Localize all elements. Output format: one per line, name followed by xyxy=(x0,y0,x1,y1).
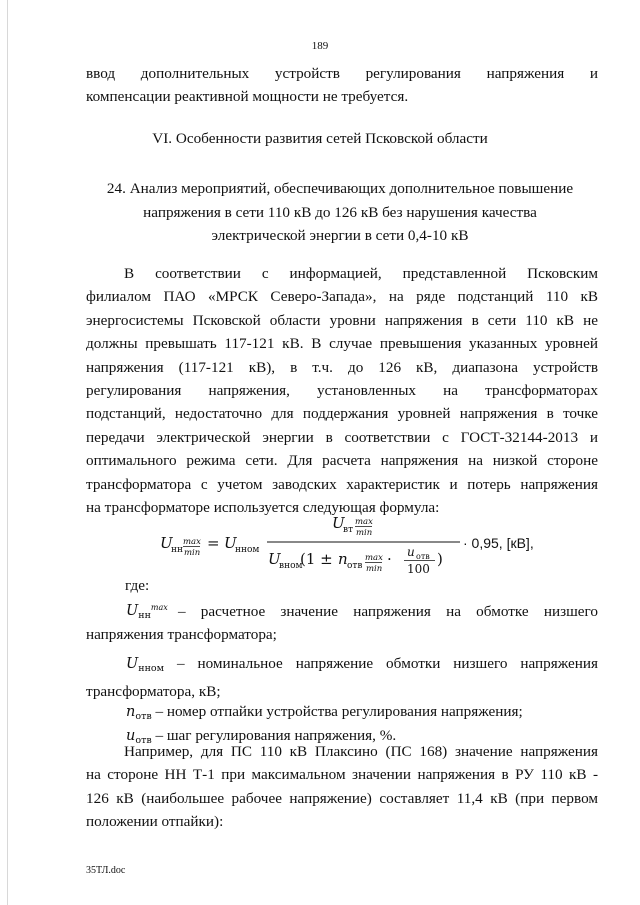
heading-line: 24. Анализ мероприятий, обеспечивающих дополнительное повышение xyxy=(106,180,574,197)
formula-lhs-min: min xyxy=(184,548,201,558)
definition-text: – номинальное напряжение обмотки низшего напряжения xyxy=(176,655,599,672)
heading-line: электрической энергии в сети 0,4-10 кВ xyxy=(211,227,469,244)
text-line: ввод дополнительных устройств регулирования напряжения и xyxy=(86,65,598,82)
definition-text: – номер отпайки устройства регулирования напряжения; xyxy=(155,703,523,720)
page-number: 189 xyxy=(311,40,329,52)
definition-text: – расчетное значение напряжения на обмотке низшего xyxy=(178,603,598,620)
text-line: на трансформаторе используется следующая формула: xyxy=(86,499,440,517)
section-title: VI. Особенности развития сетей Псковской области xyxy=(152,130,488,147)
text-line: компенсации реактивной мощности не требуется. xyxy=(86,88,409,106)
formula-unom-sub: нном xyxy=(235,545,260,555)
definition-uhh xyxy=(86,600,598,647)
text-line: филиалом ПАО «МРСК Северо-Запада», на ряде подстанций 110 кВ xyxy=(86,288,598,306)
definition-text: – шаг регулирования напряжения, %. xyxy=(155,727,397,744)
text-line: напряжения (117-121 кВ), в т.ч. до 126 кВ, диапазона устройств xyxy=(86,358,598,376)
subsection-heading xyxy=(60,177,620,248)
definition-line: трансформатора, кВ; xyxy=(86,683,221,701)
text-line: 126 кВ (наибольшее рабочее напряжение) составляет 11,4 кВ (при первом xyxy=(86,789,598,807)
formula-n-symbol: n xyxy=(338,550,348,568)
formula-n-sub: отв xyxy=(347,561,363,571)
formula-uotv-sub: отв xyxy=(416,552,430,561)
formula-den-sub: вном xyxy=(279,561,303,571)
example-paragraph xyxy=(86,740,598,834)
voltage-formula xyxy=(160,512,600,576)
formula-hundred: 100 xyxy=(407,562,430,576)
text-line: должны превышать 117-121 кВ. В случае превышения указанных уровней xyxy=(86,335,598,353)
footer-filename: 35ТЛ.doc xyxy=(86,865,126,876)
notv-symbol: $n_{отв}$ xyxy=(126,704,152,722)
formula-unom-symbol: U xyxy=(224,534,237,552)
formula-uotv-symbol: u xyxy=(407,545,415,559)
formula-den-symbol: U xyxy=(268,550,281,568)
heading-line: напряжения в сети 110 кВ до 126 кВ без нарушения качества xyxy=(143,203,537,221)
text-line: на стороне НН Т-1 при максимальном значении напряжения в РУ 110 кВ - xyxy=(86,766,598,784)
formula-lhs-sub: нн xyxy=(171,545,183,555)
formula-equals: = xyxy=(207,534,220,552)
text-line: подстанций, недостаточно для поддержания уровней напряжения в точке xyxy=(86,405,598,423)
formula-num-min: min xyxy=(356,528,373,538)
formula-lhs-max: max xyxy=(183,537,201,547)
formula-lhs-symbol: U xyxy=(160,534,173,552)
formula-den-max: max xyxy=(365,553,383,563)
formula-tail: · 0,95, [кВ], xyxy=(463,535,534,551)
uotv-symbol: $u_{отв}$ xyxy=(126,728,152,746)
intro-paragraph xyxy=(86,62,598,109)
uhh-symbol: $U_{нн}^{max}$ xyxy=(126,603,168,621)
definition-line: напряжения трансформатора; xyxy=(86,626,277,644)
text-line: оптимального режима сети. Для расчета напряжения на низкой стороне xyxy=(86,452,598,470)
where-label: где: xyxy=(125,577,150,594)
main-paragraph xyxy=(86,262,598,519)
formula-den-close: ) xyxy=(437,550,443,568)
formula-num-sub: вт xyxy=(343,525,354,535)
text-line: положении отпайки): xyxy=(86,813,224,831)
text-line: регулирования напряжения, установленных на трансформаторах xyxy=(86,382,598,400)
definition-line xyxy=(86,652,598,680)
formula-den-open: (1 ± xyxy=(300,550,333,568)
text-line: энергосистемы Псковской области уровни напряжения в сети 110 кВ не xyxy=(86,311,598,329)
text-line: трансформатора с учетом заводских характеристик и потерь напряжения xyxy=(86,475,598,493)
text-line: передачи электрической энергии в соответствии с ГОСТ-32144-2013 и xyxy=(86,428,598,446)
formula-num-symbol: U xyxy=(332,514,345,532)
formula-den-min: min xyxy=(366,564,383,574)
definition-unom xyxy=(86,652,598,704)
text-line: В соответствии с информацией, представленной Псковским xyxy=(124,265,598,282)
unom-symbol: $U_{нном}$ xyxy=(126,656,165,674)
definition-line xyxy=(86,600,598,623)
formula-num-max: max xyxy=(355,517,373,527)
formula-den-dot: · xyxy=(387,550,392,568)
text-line: Например, для ПС 110 кВ Плаксино (ПС 168) значение напряжения xyxy=(124,743,598,760)
